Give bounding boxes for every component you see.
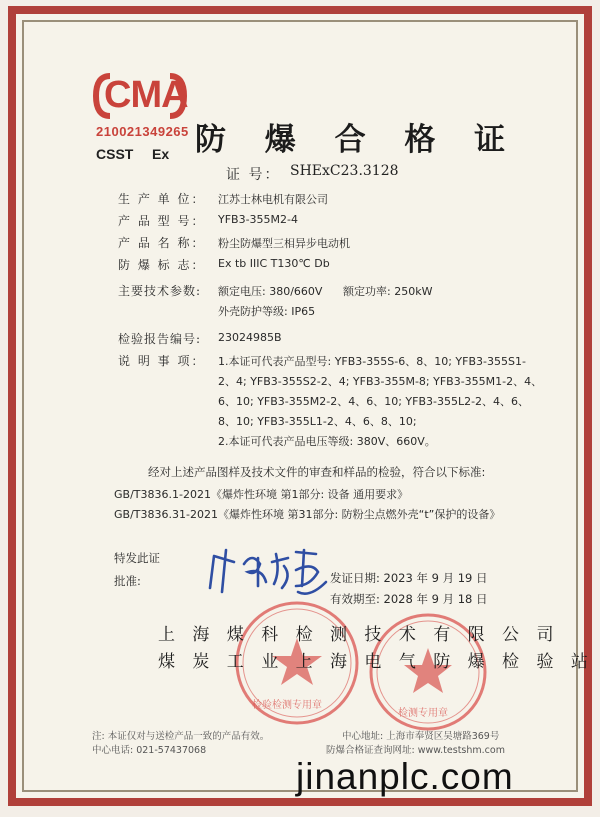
notes-label: 说 明 事 项： <box>118 354 206 368</box>
footer-note: 注: 本证仅对与送检产品一致的产品有效。 <box>92 731 270 742</box>
footer-query: 防爆合格证查询网址: www.testshm.com <box>326 745 505 756</box>
approval-line2: 批准: <box>114 574 141 588</box>
standards-intro: 经对上述产品图样及技术文件的审查和样品的检验，符合以下标准: <box>148 465 486 479</box>
tech-voltage: 额定电压: 380/660V <box>218 285 323 298</box>
tech-label: 主要技术参数: <box>118 284 202 298</box>
field-label-model: 产 品 型 号： <box>118 214 206 228</box>
issuer-station: 煤 炭 工 业 上 海 电 气 防 爆 检 验 站 <box>158 652 594 672</box>
tech-ip: 外壳防护等级: IP65 <box>218 305 316 318</box>
ex-label: Ex <box>152 146 170 162</box>
field-value-ex-mark: Ex tb IIIC T130℃ Db <box>218 257 330 270</box>
issue-date: 发证日期: 2023 年 9 月 19 日 <box>330 571 488 585</box>
report-label: 检验报告编号: <box>118 332 202 346</box>
footer-phone: 中心电话: 021-57437068 <box>92 745 207 756</box>
tech-power: 额定功率: 250kW <box>343 285 433 298</box>
notes-line: 2、4; YFB3-355S2-2、4; YFB3-355M-8; YFB3-355M1-2、4、 <box>218 375 543 388</box>
approval-line1: 特发此证 <box>114 551 160 565</box>
cma-text: CMA <box>104 74 188 116</box>
notes-line: 6、10; YFB3-355M2-2、4、6、10; YFB3-355L2-2、4、6、 <box>218 395 530 408</box>
field-label-ex-mark: 防 爆 标 志： <box>118 258 206 272</box>
standard-item: GB/T3836.1-2021《爆炸性环境 第1部分: 设备 通用要求》 <box>114 488 409 501</box>
footer-address: 中心地址: 上海市奉贤区吴塘路369号 <box>342 731 500 742</box>
csst-label: CSST <box>96 146 134 162</box>
issuer-company: 上 海 煤 科 检 测 技 术 有 限 公 司 <box>158 625 560 645</box>
field-value-product-name: 粉尘防爆型三相异步电动机 <box>218 237 350 250</box>
watermark: jinanplc.com <box>296 756 514 797</box>
notes-line: 2.本证可代表产品电压等级: 380V、660V。 <box>218 435 436 448</box>
cma-number: 210021349265 <box>96 124 189 139</box>
cert-no-label: 证 号： <box>226 167 281 183</box>
field-label-product-name: 产 品 名 称： <box>118 236 206 250</box>
notes-line: 1.本证可代表产品型号: YFB3-355S-6、8、10; YFB3-355S1- <box>218 355 526 368</box>
field-value-manufacturer: 江苏士林电机有限公司 <box>218 193 328 206</box>
valid-date: 有效期至: 2028 年 9 月 18 日 <box>330 592 488 606</box>
page-title: 防 爆 合 格 证 <box>195 122 520 158</box>
notes-line: 8、10; YFB3-355L1-2、4、6、8、10; <box>218 415 417 428</box>
field-label-manufacturer: 生 产 单 位： <box>118 192 206 206</box>
standard-item: GB/T3836.31-2021《爆炸性环境 第31部分: 防粉尘点燃外壳“t”保护的设备》 <box>114 508 501 521</box>
report-value: 23024985B <box>218 331 282 344</box>
cert-no-value: SHExC23.3128 <box>290 163 399 179</box>
field-value-model: YFB3-355M2-4 <box>218 213 299 226</box>
stamp-left-text: 检验检测专用章 <box>252 700 322 711</box>
stamp-right-text: 检测专用章 <box>398 708 448 719</box>
cma-logo <box>92 68 188 122</box>
